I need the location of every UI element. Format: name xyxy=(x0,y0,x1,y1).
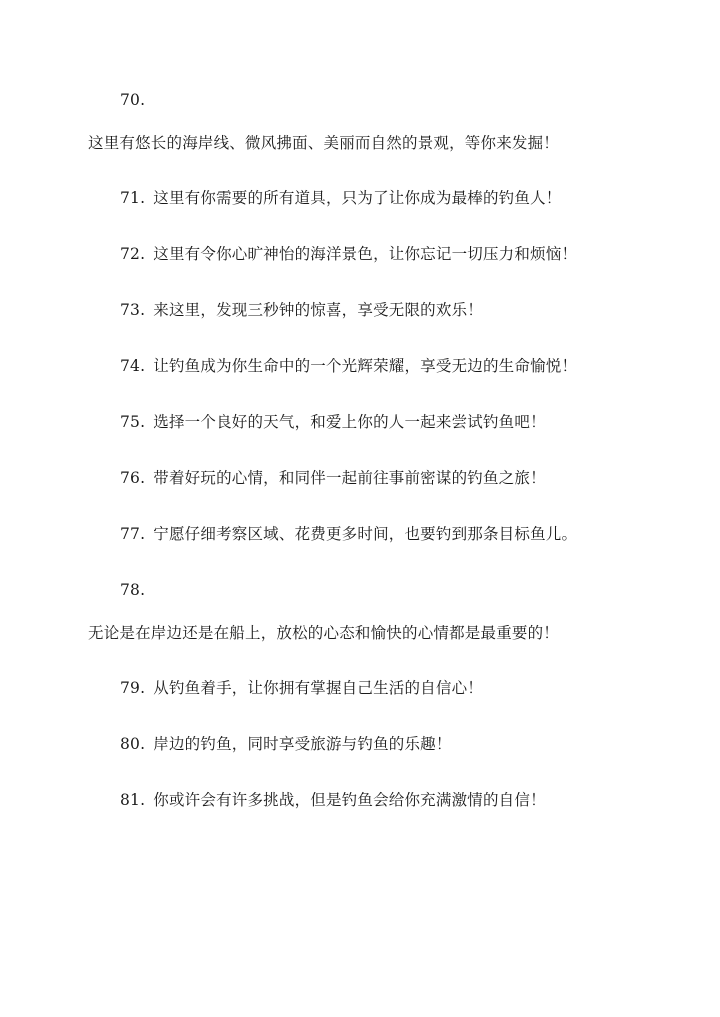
entry-number: 80. xyxy=(120,735,146,753)
entry-72 xyxy=(120,244,577,264)
entry-number: 77. xyxy=(120,525,146,543)
entry-74 xyxy=(120,356,577,376)
entry-79 xyxy=(120,678,483,698)
entry-73 xyxy=(120,300,483,320)
entry-text: 选择一个良好的天气，和爱上你的人一起来尝试钓鱼吧！ xyxy=(153,413,546,431)
entry-number: 75. xyxy=(120,413,146,431)
entry-number: 71. xyxy=(120,189,146,207)
entry-text: 来这里，发现三秒钟的惊喜，享受无限的欢乐！ xyxy=(153,301,483,319)
entry-81 xyxy=(120,790,546,810)
entry-71 xyxy=(120,188,561,208)
entry-76 xyxy=(120,468,546,488)
entry-text: 你或许会有许多挑战，但是钓鱼会给你充满激情的自信！ xyxy=(153,791,546,809)
entry-70-number: 70. xyxy=(120,91,146,109)
entry-text: 带着好玩的心情，和同伴一起前往事前密谋的钓鱼之旅！ xyxy=(153,469,546,487)
entry-77 xyxy=(120,524,577,544)
entry-text: 从钓鱼着手，让你拥有掌握自己生活的自信心！ xyxy=(153,679,483,697)
entry-text: 这里有你需要的所有道具，只为了让你成为最棒的钓鱼人！ xyxy=(153,189,562,207)
entry-number: 74. xyxy=(120,357,146,375)
entry-78-text: 无论是在岸边还是在船上，放松的心态和愉快的心情都是最重要的！ xyxy=(88,624,560,642)
entry-80 xyxy=(120,734,452,754)
entry-70-text: 这里有悠长的海岸线、微风拂面、美丽而自然的景观，等你来发掘！ xyxy=(88,134,560,152)
entry-75 xyxy=(120,412,546,432)
entry-number: 76. xyxy=(120,469,146,487)
entry-number: 73. xyxy=(120,301,146,319)
entry-number: 72. xyxy=(120,245,146,263)
entry-text: 宁愿仔细考察区域、花费更多时间，也要钓到那条目标鱼儿。 xyxy=(153,525,578,543)
entry-78-number: 78. xyxy=(120,581,146,599)
entry-text: 这里有令你心旷神怡的海洋景色，让你忘记一切压力和烦恼！ xyxy=(153,245,578,263)
entry-number: 79. xyxy=(120,679,146,697)
entry-number: 81. xyxy=(120,791,146,809)
entry-text: 岸边的钓鱼，同时享受旅游与钓鱼的乐趣！ xyxy=(153,735,452,753)
entry-text: 让钓鱼成为你生命中的一个光辉荣耀，享受无边的生命愉悦！ xyxy=(153,357,578,375)
